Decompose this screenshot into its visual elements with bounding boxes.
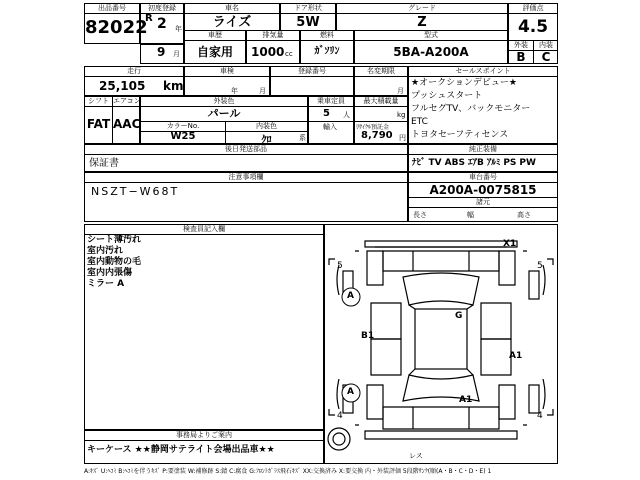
capacity-value: 5 (323, 108, 330, 119)
notes-content: NSZT−W68T (91, 185, 180, 198)
capacity-header: 乗車定員 (309, 97, 353, 107)
month-box (140, 31, 184, 64)
accessories-box (84, 144, 408, 172)
inspection-header: 車検 (185, 67, 269, 77)
grade-value: Z (417, 15, 427, 30)
footer-notes-header: 事務局よりご案内 (85, 431, 323, 441)
intcolor-value: ｸﾛ (261, 135, 272, 146)
first-reg-header: 初度登録 (141, 4, 183, 14)
shift-header: シフト (85, 97, 112, 107)
notes-header: 注意事項欄 (85, 173, 407, 183)
mileage-header: 走行 (85, 67, 183, 77)
reg-month: 9 (157, 45, 166, 59)
ext-header: 外装 (514, 41, 528, 49)
car-diagram-svg (325, 225, 557, 463)
recycle-value: 8,790 (361, 130, 393, 141)
inspector-line-1: シート薄汚れ (87, 235, 142, 245)
colorno-value: W25 (170, 131, 196, 142)
reg-year: 2 (157, 16, 167, 32)
lot-box (84, 3, 148, 44)
fuel-box (300, 31, 354, 64)
selling-points-header: セールスポイント (409, 67, 557, 77)
load-unit: kg (397, 111, 406, 119)
load-header: 最大積載量 (355, 97, 407, 107)
mark-a-rear-left: A (347, 387, 354, 397)
chassis-header: 車台番号 (409, 173, 557, 183)
shift-value: FAT (86, 117, 111, 131)
equip-airbag: ｴｱB (467, 158, 484, 168)
car-diagram (324, 224, 558, 464)
mark-bl: 4 (337, 411, 343, 421)
legend: A:ｷｽﾞ U:ﾍｺﾐ B:ﾍｺﾐを伴うｷｽﾞ P:要塗装 W:補修跡 S:錆 C:腐食 G:ﾌﾛﾝﾄｶﾞﾗｽ飛石ｷｽﾞ XX:交換済み X:要交換 内・外装評価 5段階ｻﾝｸ(順(A・B・C・D・E) 1 (84, 468, 492, 475)
equip-alloy: ｱﾙﾐ (486, 158, 501, 168)
lot-header: 出品番号 (85, 4, 139, 14)
fuel-header: 燃料 (301, 31, 353, 41)
reg-year-unit: 年 (175, 25, 182, 33)
recycle-header: ﾘｻｲｸﾙ預託金 (356, 124, 390, 131)
mark-a1-bottom: A1 (459, 395, 473, 405)
name-change-box (354, 66, 408, 96)
equip-tv: TV (428, 158, 442, 168)
mark-br: 4 (537, 411, 543, 421)
inspector-line-2: 室内汚れ (87, 246, 124, 256)
dims-height: 高さ (517, 211, 531, 219)
accessories-content: 保証書 (89, 158, 119, 169)
int-header: 内装 (539, 41, 553, 49)
model-box (184, 3, 280, 31)
capacity-box (299, 96, 354, 144)
door-header: ドア形状 (281, 4, 335, 14)
dims-length: 長さ (413, 211, 427, 219)
type-header: 型式 (355, 31, 507, 41)
ac-header: エアコン (113, 97, 141, 105)
model-header: 車名 (185, 4, 279, 14)
mileage-box (84, 66, 184, 96)
color-box (140, 96, 308, 144)
inspection-year: 年 (231, 87, 238, 95)
selling-line-5: トヨタセーフティセンス (411, 130, 509, 140)
footer-notes-content: キーケース ★★静岡サテライト会場出品車★★ (87, 445, 275, 455)
capacity-unit: 人 (343, 111, 350, 119)
door-box (280, 3, 336, 31)
inspector-box (84, 224, 324, 430)
model-name: ライズ (212, 15, 252, 30)
door-type: 5W (296, 15, 320, 30)
selling-line-1: ★オークションデビュー★ (411, 78, 517, 88)
grade-box (336, 3, 508, 31)
reg-month-unit: 月 (173, 50, 180, 58)
equipment-box (408, 144, 558, 172)
dims-header: 諸元 (409, 198, 557, 208)
color-header: 外装色 (141, 97, 307, 107)
inspection-month: 月 (259, 87, 266, 95)
mark-tl: 5 (337, 261, 343, 271)
cc-header: 排気量 (247, 31, 299, 41)
selling-line-4: ETC (411, 117, 428, 127)
use-header: 車歴 (185, 31, 245, 41)
lot-number: 82022 (85, 17, 148, 38)
score-value: 4.5 (517, 17, 549, 37)
chassis-number: A200A-0075815 (429, 183, 537, 197)
mark-spare: レス (409, 452, 423, 460)
recycle-unit: 円 (399, 134, 406, 142)
regno-box (270, 66, 354, 96)
import-unit: 系 (299, 134, 306, 142)
colorno-header: カラーNo. (141, 122, 225, 132)
accessories-header: 後日発送部品 (85, 145, 407, 155)
intcolor-header: 内装色 (226, 122, 307, 132)
era: R (145, 13, 153, 24)
int-score: C (541, 50, 551, 64)
regno-header: 登録番号 (271, 67, 353, 77)
notes-box (84, 172, 408, 222)
fuel-value: ｶﾞｿﾘﾝ (314, 46, 340, 57)
load-box (354, 96, 408, 144)
cc-unit: cc (285, 50, 293, 58)
mileage-unit: km (163, 79, 184, 93)
inspection-box (184, 66, 270, 96)
inspector-line-3: 室内動物の毛 (87, 257, 142, 267)
chassis-box (408, 172, 558, 222)
score-box (508, 3, 558, 64)
color-value: パール (207, 107, 241, 120)
selling-points-box (408, 66, 558, 144)
import-header: 輸入 (323, 123, 337, 131)
mark-a1-right: A1 (509, 351, 523, 361)
dims-width: 幅 (467, 211, 474, 219)
mileage-value: 25,105 (99, 79, 146, 93)
equip-navi: ﾅﾋﾞ (412, 158, 426, 168)
shift-ac-box (84, 96, 140, 144)
mark-x1: X1 (503, 239, 517, 249)
equip-ps: PS (503, 158, 517, 168)
ext-score: B (516, 50, 526, 64)
ac-value: AAC (113, 117, 141, 131)
name-change-header: 名変期限 (355, 67, 407, 77)
cc-box (246, 31, 300, 64)
mark-b1: B1 (361, 331, 375, 341)
name-change-month: 月 (397, 87, 404, 95)
mark-tr: 5 (537, 261, 543, 271)
use-box (184, 31, 246, 64)
use-value: 自家用 (196, 45, 233, 59)
selling-line-2: プッシュスタート (411, 91, 483, 101)
inspector-line-5: ミラー A (87, 279, 125, 289)
type-value: 5BA-A200A (393, 45, 469, 59)
selling-line-3: フルセグTV、バックモニター (411, 104, 531, 114)
cc-value: 1000 (251, 45, 285, 59)
score-header: 評価点 (509, 4, 557, 14)
inspector-line-4: 室内内張傷 (87, 268, 133, 278)
inspector-header: 検査員記入欄 (85, 225, 323, 235)
footer-notes-box (84, 430, 324, 464)
grade-header: グレード (337, 4, 507, 14)
mark-a-front-left: A (347, 291, 354, 301)
mark-g: G (455, 311, 463, 321)
equip-abs: ABS (444, 158, 465, 168)
equip-pw: PW (519, 158, 536, 168)
equipment-header: 純正装備 (409, 145, 557, 155)
type-box (354, 31, 508, 64)
